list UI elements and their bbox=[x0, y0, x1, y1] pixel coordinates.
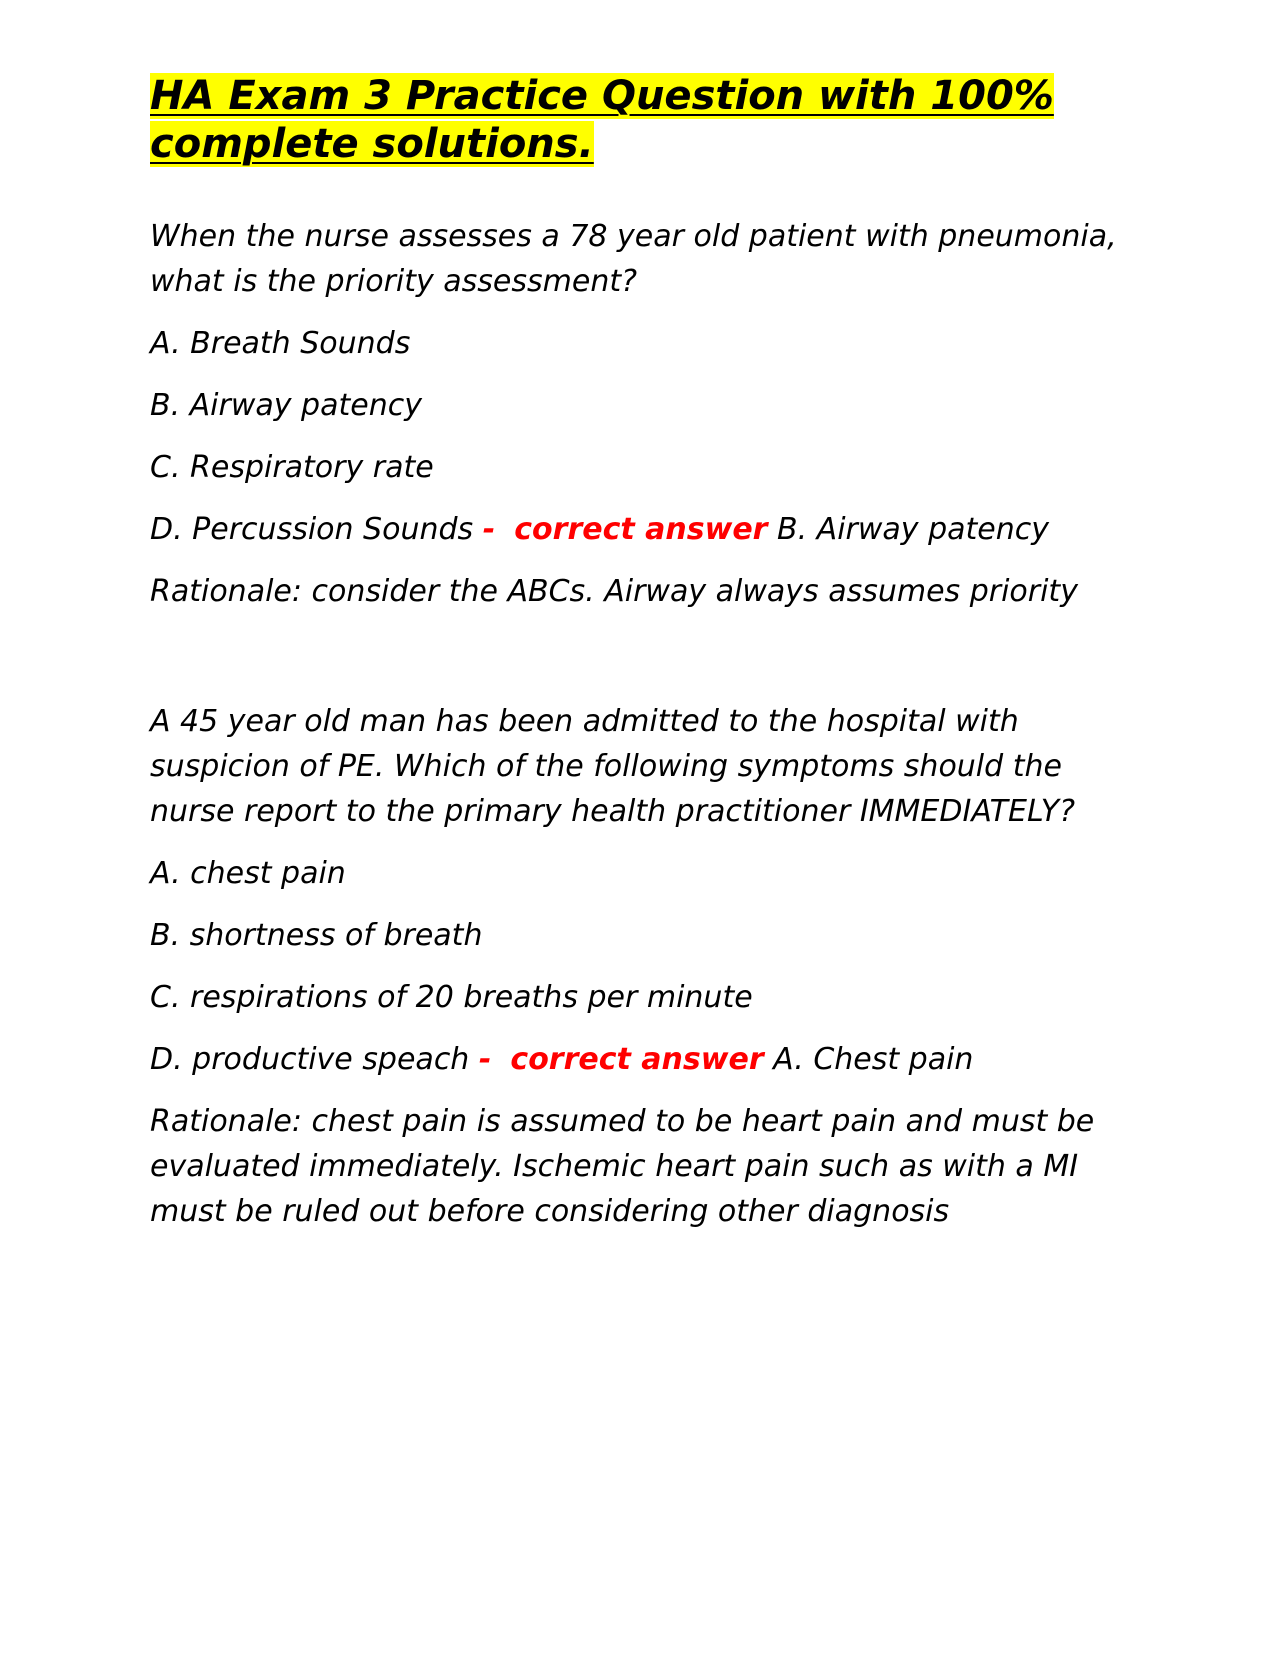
option-b: B. shortness of breath bbox=[150, 918, 483, 953]
correct-answer-label: correct answer bbox=[514, 512, 768, 547]
answer-dash: - bbox=[482, 512, 496, 547]
option-a: A. Breath Sounds bbox=[150, 326, 411, 361]
correct-answer-text: A. Chest pain bbox=[773, 1042, 974, 1077]
option-d-with-answer bbox=[150, 507, 1130, 552]
option-a: A. chest pain bbox=[150, 856, 346, 891]
document-title bbox=[150, 72, 1130, 168]
rationale: Rationale: consider the ABCs. Airway always assumes priority bbox=[150, 574, 1078, 609]
question-stem: When the nurse assesses a 78 year old patient with pneumonia, what is the priority assessment? bbox=[150, 219, 1117, 299]
option-c: C. Respiratory rate bbox=[150, 450, 434, 485]
option-c: C. respirations of 20 breaths per minute bbox=[150, 980, 753, 1015]
question-spacer bbox=[150, 631, 1130, 699]
question-block-1 bbox=[150, 214, 1130, 614]
correct-answer-text: B. Airway patency bbox=[777, 512, 1049, 547]
rationale: Rationale: chest pain is assumed to be heart pain and must be evaluated immediately. Ischemic heart pain such as with a MI must be ruled out before considering other diagnosis bbox=[150, 1104, 1095, 1229]
question-block-2 bbox=[150, 699, 1130, 1234]
option-d-with-answer bbox=[150, 1037, 1130, 1082]
option-d: D. productive speach bbox=[150, 1042, 470, 1077]
question-stem: A 45 year old man has been admitted to the hospital with suspicion of PE. Which of the following symptoms should the nurse report to the primary health practitioner IMMEDIATELY? bbox=[150, 704, 1076, 829]
document-page bbox=[150, 72, 1130, 1251]
document-title-text: HA Exam 3 Practice Question with 100% complete solutions. bbox=[150, 73, 1054, 167]
option-d: D. Percussion Sounds bbox=[150, 512, 474, 547]
answer-dash: - bbox=[478, 1042, 492, 1077]
correct-answer-label: correct answer bbox=[510, 1042, 764, 1077]
option-b: B. Airway patency bbox=[150, 388, 422, 423]
